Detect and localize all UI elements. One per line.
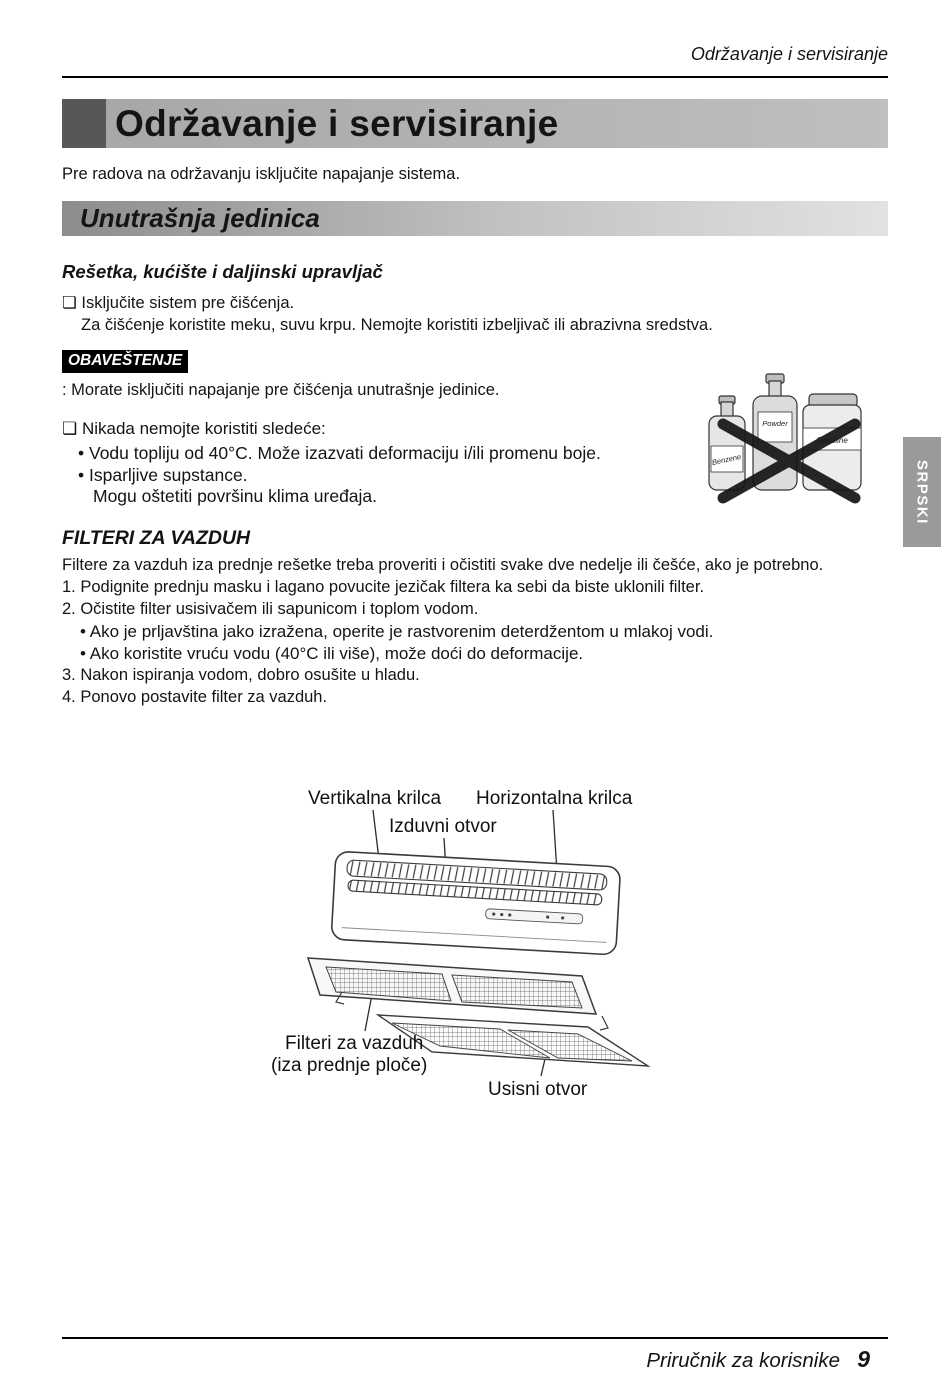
label-horizontal-fins: Horizontalna krilca <box>476 788 633 809</box>
chapter-title-bar <box>62 99 888 148</box>
heading-air-filters: FILTERI ZA VAZDUH <box>62 527 251 549</box>
footer-rule <box>62 1337 888 1339</box>
chapter-title: Održavanje i servisiranje <box>115 103 559 144</box>
chapter-intro-text: Pre radova na održavanju isključite napajanje sistema. <box>62 165 461 183</box>
label-air-filters-line1: Filteri za vazduh <box>285 1033 424 1054</box>
label-vertical-fins: Vertikalna krilca <box>308 788 442 809</box>
section-bar-indoor-unit <box>62 201 888 236</box>
ac-unit-body <box>331 851 620 955</box>
never-use-item-hot-water: • Vodu topliju od 40°C. Može izazvati deformaciju i/ili promenu boje. <box>78 443 601 463</box>
air-filters-intro: Filtere za vazduh iza prednje rešetke treba proveriti i očistiti svake dve nedelje ili češće, ako je potrebno. <box>62 556 824 574</box>
section-title-indoor-unit: Unutrašnja jedinica <box>80 203 320 233</box>
bullet-never-use: ❏ Nikada nemojte koristiti sledeće: <box>62 419 326 438</box>
air-filters-step-2: 2. Očistite filter usisivačem ili sapunicom i toplom vodom. <box>62 600 479 618</box>
chapter-marker-square <box>62 99 106 148</box>
bullet-switch-off: ❏ Isključite sistem pre čišćenja. <box>62 294 295 312</box>
air-filters-step-3: 3. Nakon ispiranja vodom, dobro osušite u hladu. <box>62 666 420 684</box>
bottle-benzene <box>709 396 745 490</box>
label-air-filters-line2: (iza prednje ploče) <box>271 1055 428 1076</box>
never-use-item-volatile: • Isparljive supstance. <box>78 465 248 485</box>
air-filters-step-2-subitem-2: • Ako koristite vruću vodu (40°C ili više), može doći do deformacije. <box>80 644 584 663</box>
running-header: Održavanje i servisiranje <box>690 44 888 64</box>
notice-badge: OBAVEŠTENJE <box>62 350 188 373</box>
notice-text: : Morate isključiti napajanje pre čišćenja unutrašnje jedinice. <box>62 381 500 399</box>
heading-grille-case-remote: Rešetka, kućište i daljinski upravljač <box>62 261 383 282</box>
open-front-grille <box>308 958 596 1014</box>
language-side-tab <box>903 437 941 547</box>
bottle-label-gasoline: Gasoline <box>816 436 848 445</box>
label-air-outlet: Izduvni otvor <box>389 816 497 837</box>
right-hook <box>600 1016 608 1030</box>
label-air-inlet: Usisni otvor <box>488 1079 588 1100</box>
bullet-switch-off-note: Za čišćenje koristite meku, suvu krpu. Nemojte koristiti izbeljivač ili abrazivna sredstva. <box>81 316 713 334</box>
air-filters-step-4: 4. Ponovo postavite filter za vazduh. <box>62 688 328 706</box>
never-use-item-damage-note: Mogu oštetiti površinu klima uređaja. <box>93 486 378 506</box>
air-filters-step-2-subitem-1: • Ako je prljavština jako izražena, operite je rastvorenim deterdžentom u mlakoj vodi. <box>80 622 714 641</box>
header-rule <box>62 76 888 78</box>
air-filters-step-1: 1. Podignite prednju masku i lagano povucite jezičak filtera ka sebi da biste uklonili filter. <box>62 578 705 596</box>
language-side-tab-label: SRPSKI <box>913 459 931 525</box>
bottle-label-powder: Powder <box>762 419 788 428</box>
footer-manual-title: Priručnik za korisnike <box>646 1349 840 1372</box>
footer-page-number: 9 <box>857 1346 870 1372</box>
bottle-label-benzene: Benzene <box>711 452 742 468</box>
forbidden-substances-illustration <box>697 366 882 518</box>
